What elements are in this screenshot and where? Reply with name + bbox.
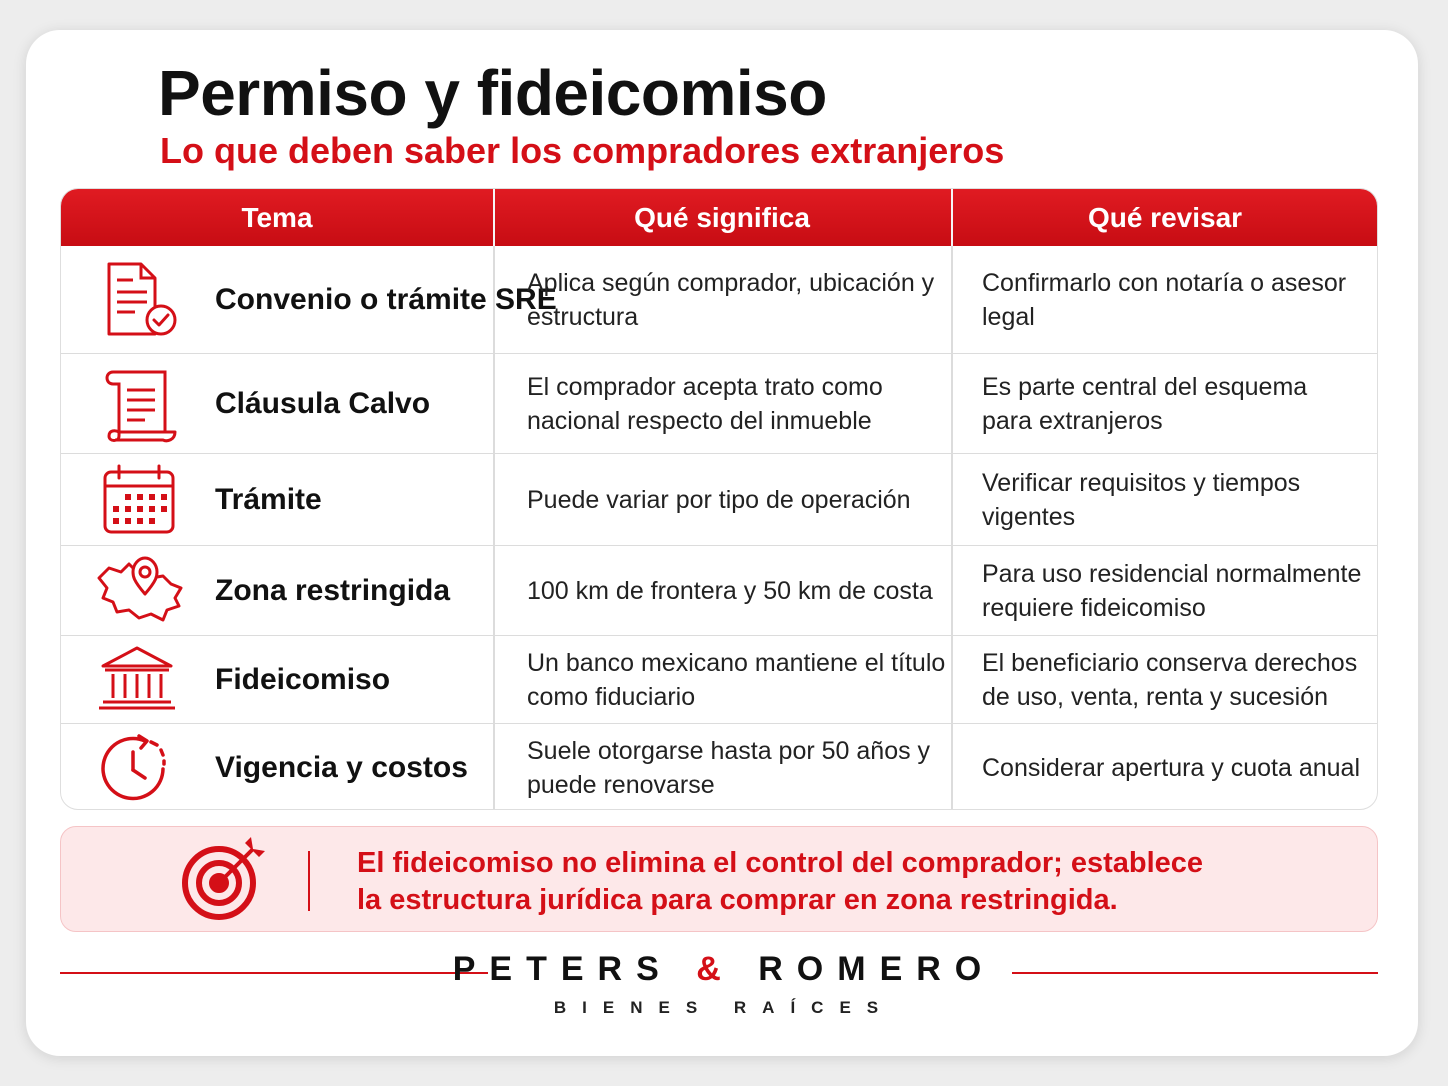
row-topic: Convenio o trámite SRE [215,282,557,316]
row-meaning: Aplica según comprador, ubicación y estructura [527,268,935,331]
row-topic: Zona restringida [215,573,451,607]
key-takeaway-callout [60,826,1378,932]
brand-name-peters: PETERS [452,950,673,988]
header-que-significa: Qué significa [634,202,810,233]
brand-ampersand: & [696,950,735,988]
row-meaning: 100 km de frontera y 50 km de costa [527,576,933,605]
page-subtitle: Lo que deben saber los compradores extranjeros [160,130,1005,171]
table-row [61,635,1377,723]
row-topic: Fideicomiso [215,662,391,696]
callout-message [357,845,1317,919]
header-divider [951,189,953,246]
header-tema: Tema [241,202,313,233]
table-row [61,453,1377,545]
calendar-icon [95,462,185,541]
row-topic: Vigencia y costos [215,750,468,784]
row-meaning: Suele otorgarse hasta por 50 años y puede renovarse [527,736,931,799]
row-review: Considerar apertura y cuota anual [982,753,1361,782]
row-review: Es parte central del esquema para extranjeros [982,372,1308,435]
brand-name-romero: ROMERO [758,950,996,988]
row-review: El beneficiario conserva derechos de uso, venta, renta y sucesión [982,648,1358,711]
map-pin-icon [93,554,189,631]
row-topic: Cláusula Calvo [215,386,431,420]
header-divider [493,189,495,246]
row-meaning: Un banco mexicano mantiene el título como fiduciario [527,648,946,711]
row-review: Para uso residencial normalmente requiere fideicomiso [982,559,1362,622]
table-row [61,545,1377,635]
table-row [61,353,1377,453]
info-table [60,188,1378,810]
brand-logo [0,950,1448,989]
row-review: Confirmarlo con notaría o asesor legal [982,268,1347,331]
brand-tagline: BIENES RAÍCES [553,998,895,1017]
clock-icon [95,734,185,809]
target-icon [179,835,269,930]
scroll-icon [95,366,185,449]
table-header [61,189,1377,246]
callout-divider [308,851,310,911]
row-topic: Trámite [215,482,322,516]
callout-line-1: El fideicomiso no elimina el control del comprador; establece [357,847,1204,879]
row-review: Verificar requisitos y tiempos vigentes [982,468,1301,531]
bank-icon [95,644,185,719]
table-row [61,723,1377,810]
callout-line-2: la estructura jurídica para comprar en zona restringida. [357,884,1118,916]
table-row [61,246,1377,353]
row-meaning: El comprador acepta trato como nacional respecto del inmueble [527,372,883,435]
header-que-revisar: Qué revisar [1087,202,1243,233]
document-check-icon [95,260,185,345]
row-meaning: Puede variar por tipo de operación [527,485,911,514]
page-title: Permiso y fideicomiso [158,57,827,129]
